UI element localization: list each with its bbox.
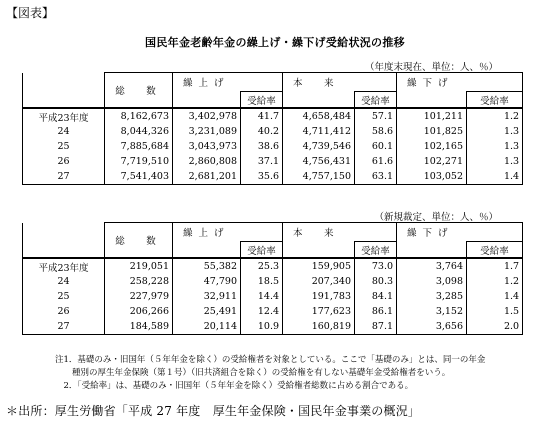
footnote-line: 2．「受給率」は、基礎のみ・旧国年（５年年金を除く）受給権者総数に占める割合である。 (55, 381, 414, 391)
cell-deferred-rate: 1.3 (467, 124, 523, 139)
cell-total: 7,541,403 (105, 169, 173, 185)
header-total: 総 数 (105, 223, 173, 259)
cell-year: 平成23年度 (23, 108, 105, 124)
cell-total: 7,719,510 (105, 154, 173, 169)
header-blank (397, 242, 467, 259)
cell-deferred-rate: 1.2 (467, 274, 523, 289)
cell-deferred-rate: 2.0 (467, 319, 523, 335)
cell-standard-rate: 58.6 (355, 124, 397, 139)
header-standard-rate: 受給率 (355, 242, 397, 259)
table1-unit-note: （年度末現在、単位：人、％） (364, 62, 498, 73)
cell-year: 25 (23, 139, 105, 154)
header-standard: 本 来 (283, 223, 397, 242)
header-blank (23, 242, 105, 259)
cell-early: 20,114 (173, 319, 241, 335)
cell-year: 24 (23, 124, 105, 139)
page-title: 国民年金老齢年金の繰上げ・繰下げ受給状況の推移 (145, 36, 405, 49)
cell-deferred: 3,152 (397, 304, 467, 319)
cell-year: 25 (23, 289, 105, 304)
cell-deferred: 103,052 (397, 169, 467, 185)
header-blank (23, 92, 105, 109)
header-deferred: 繰下げ (397, 73, 523, 92)
cell-deferred: 3,764 (397, 258, 467, 274)
header-deferred: 繰下げ (397, 223, 523, 242)
cell-early: 2,681,201 (173, 169, 241, 185)
cell-standard: 4,658,484 (283, 108, 355, 124)
cell-deferred-rate: 1.4 (467, 289, 523, 304)
header-early: 繰上げ (173, 223, 283, 242)
cell-early: 47,790 (173, 274, 241, 289)
cell-deferred: 102,165 (397, 139, 467, 154)
cell-standard: 177,623 (283, 304, 355, 319)
header-blank (283, 242, 355, 259)
cell-standard-rate: 87.1 (355, 319, 397, 335)
table-row (23, 124, 523, 139)
cell-early-rate: 37.1 (241, 154, 283, 169)
footnote-line: 種別の厚生年金保険（第１号）（旧共済組合を除く）の受給権を有しない基礎年金受給権者をいう。 (55, 368, 451, 378)
cell-early-rate: 25.3 (241, 258, 283, 274)
cell-deferred: 3,285 (397, 289, 467, 304)
cell-total: 8,162,673 (105, 108, 173, 124)
cell-standard: 160,819 (283, 319, 355, 335)
header-blank (173, 92, 241, 109)
cell-deferred: 101,825 (397, 124, 467, 139)
header-deferred-rate: 受給率 (467, 242, 523, 259)
cell-standard: 4,711,412 (283, 124, 355, 139)
footnotes (55, 354, 530, 393)
header-blank (397, 92, 467, 109)
table-row (23, 289, 523, 304)
cell-early: 32,911 (173, 289, 241, 304)
header-total: 総 数 (105, 73, 173, 109)
table-row (23, 258, 523, 274)
cell-deferred: 102,271 (397, 154, 467, 169)
table-row (23, 274, 523, 289)
cell-deferred-rate: 1.4 (467, 169, 523, 185)
header-blank (173, 242, 241, 259)
cell-early-rate: 38.6 (241, 139, 283, 154)
cell-standard: 207,340 (283, 274, 355, 289)
cell-year: 27 (23, 319, 105, 335)
header-standard: 本 来 (283, 73, 397, 92)
table-row (23, 169, 523, 185)
cell-deferred-rate: 1.5 (467, 304, 523, 319)
cell-total: 184,589 (105, 319, 173, 335)
header-blank (23, 73, 105, 92)
cell-standard-rate: 60.1 (355, 139, 397, 154)
header-early: 繰上げ (173, 73, 283, 92)
cell-deferred: 3,098 (397, 274, 467, 289)
cell-total: 206,266 (105, 304, 173, 319)
cell-standard-rate: 86.1 (355, 304, 397, 319)
cell-early: 25,491 (173, 304, 241, 319)
cell-total: 8,044,326 (105, 124, 173, 139)
cell-standard: 4,756,431 (283, 154, 355, 169)
table2-unit-note: （新規裁定、単位：人、％） (374, 212, 498, 223)
cell-total: 227,979 (105, 289, 173, 304)
cell-year: 24 (23, 274, 105, 289)
cell-early-rate: 18.5 (241, 274, 283, 289)
cell-standard-rate: 63.1 (355, 169, 397, 185)
table-row (23, 319, 523, 335)
cell-standard-rate: 61.6 (355, 154, 397, 169)
cell-standard-rate: 80.3 (355, 274, 397, 289)
cell-total: 7,885,684 (105, 139, 173, 154)
cell-total: 258,228 (105, 274, 173, 289)
figure-label: 【図表】 (6, 6, 55, 20)
cell-early: 3,231,089 (173, 124, 241, 139)
header-blank (23, 223, 105, 242)
cell-deferred: 101,211 (397, 108, 467, 124)
cell-early: 3,402,978 (173, 108, 241, 124)
header-early-rate: 受給率 (241, 242, 283, 259)
cell-early-rate: 10.9 (241, 319, 283, 335)
table-year-end (22, 72, 523, 185)
cell-standard: 4,739,546 (283, 139, 355, 154)
cell-standard: 4,757,150 (283, 169, 355, 185)
table-new-awards (22, 222, 523, 335)
cell-year: 27 (23, 169, 105, 185)
table-row (23, 108, 523, 124)
cell-standard-rate: 84.1 (355, 289, 397, 304)
cell-deferred: 3,656 (397, 319, 467, 335)
cell-early-rate: 40.2 (241, 124, 283, 139)
header-early-rate: 受給率 (241, 92, 283, 109)
cell-early: 3,043,973 (173, 139, 241, 154)
cell-early-rate: 12.4 (241, 304, 283, 319)
header-deferred-rate: 受給率 (467, 92, 523, 109)
cell-standard: 159,905 (283, 258, 355, 274)
cell-deferred-rate: 1.3 (467, 139, 523, 154)
cell-year: 26 (23, 304, 105, 319)
cell-year: 26 (23, 154, 105, 169)
cell-standard-rate: 73.0 (355, 258, 397, 274)
cell-deferred-rate: 1.2 (467, 108, 523, 124)
header-blank (283, 92, 355, 109)
cell-standard-rate: 57.1 (355, 108, 397, 124)
cell-year: 平成23年度 (23, 258, 105, 274)
cell-early-rate: 35.6 (241, 169, 283, 185)
source-citation: ＊出所：厚生労働省「平成 27 年度 厚生年金保険・国民年金事業の概況」 (6, 404, 421, 418)
cell-early-rate: 14.4 (241, 289, 283, 304)
cell-deferred-rate: 1.3 (467, 154, 523, 169)
header-standard-rate: 受給率 (355, 92, 397, 109)
cell-standard: 191,783 (283, 289, 355, 304)
table-row (23, 304, 523, 319)
footnote-line: 注1．基礎のみ・旧国年（５年年金を除く）の受給権者を対象としている。ここで「基礎のみ」とは、同一の年金 (55, 355, 486, 365)
cell-early: 2,860,808 (173, 154, 241, 169)
table-row (23, 154, 523, 169)
cell-early-rate: 41.7 (241, 108, 283, 124)
cell-deferred-rate: 1.7 (467, 258, 523, 274)
table-row (23, 139, 523, 154)
cell-total: 219,051 (105, 258, 173, 274)
cell-early: 55,382 (173, 258, 241, 274)
